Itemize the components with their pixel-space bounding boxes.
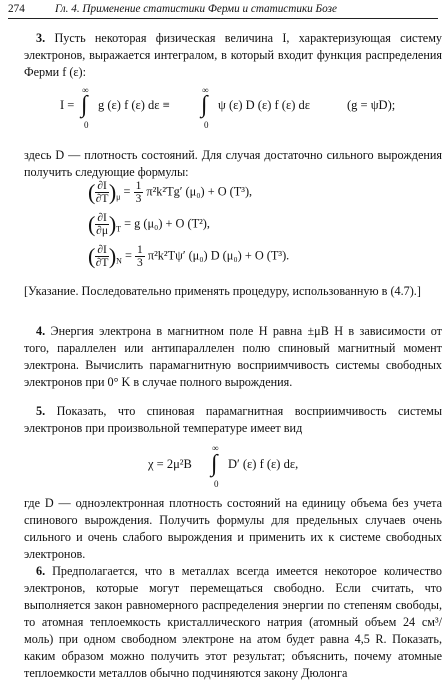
integral-sign-icon: ∫ [201,92,208,118]
f1-eq: = [123,184,131,199]
eq3-note: (g = ψD); [347,98,396,112]
f3-coef-num: 1 [137,244,143,256]
f3-num: ∂I [97,244,107,256]
eq3-int2-lower: 0 [204,120,209,130]
f1-coef-num: 1 [135,180,142,192]
f3-den: ∂T [95,257,109,269]
f2-rhs: = g (μ₀) + O (T²), [124,216,210,231]
eq3-int1-upper: ∞ [82,85,89,95]
eq3-lhs: I = [60,98,75,112]
f2-sub: T [116,224,122,234]
problem-6-text: Предполагается, что в металлах всегда имеется некоторое количество электронов, которые могут перемещаться свободно. Если считать, что выполняется закон равномерного распределения энергии по степеням свободы, то атомная теплоемкость кристаллического натрия (атомный объем 24 см³/моль) при одном свободном электроне на атом будет равна 4,5 R. Показать, каким образом можно получить этот результат; объяснить, почему атомные теплоемкости металлов обычно подчиняются закону Дюлонга [24,564,442,680]
problem-3-equation [60,85,440,132]
problem-3-hint: [Указание. Последовательно применять процедуру, использованную в (4.7).] [24,284,421,298]
f1-coef-den: 3 [135,193,142,205]
formula-2: ( $\frac{\partial I}{\partial\mu}$ )$_T = g$ (μ₀) + O (T²), [88,211,210,237]
problem-3-number: 3. [36,31,46,45]
formula-3: ( $\frac{\partial I}{\partial T}$ )$_N$ = $\frac{1}{3}$ π²k²Tψ′ (μ₀) D (μ₀) + O (T³). [88,243,290,269]
integral-sign-icon: ∫ [211,451,218,477]
integral-sign-icon: ∫ [81,92,88,118]
f3-rhs: π²k²Tψ′ (μ₀) D (μ₀) + O (T³). [147,248,290,263]
eq5-integrand: D′ (ε) f (ε) dε, [228,457,299,471]
problem-3-middle: здесь D — плотность состояний. Для случая достаточно сильного вырождения получить следующие формулы: [24,148,442,179]
eq3-int1-lower: 0 [84,120,89,130]
running-header [8,2,438,19]
f1-num: ∂I [97,180,107,192]
f1-sub: μ [116,192,121,202]
f1-den: ∂T [95,193,109,205]
f3-eq: = [125,248,132,263]
problem-5-after: где D — одноэлектронная плотность состояний на единицу объема без учета спинового вырождения. Получить формулы для предельных случаев очень сильного и очень слабого вырождения и применить их к системе свободных электронов. [24,496,442,561]
formula-1: ( $\frac{\partial I}{\partial T}$ )$_\mu$ = $\frac{1}{3}$ π²k²Tg′ (μ₀) + O (T³), [88,179,253,205]
running-title: Гл. 4. Применение статистики Ферми и статистики Бозе [55,3,337,15]
problem-6 [24,563,442,682]
f2-num: ∂I [97,212,107,224]
f3-sub: N [116,256,122,266]
eq3-int2-upper: ∞ [202,85,209,95]
problem-6-number: 6. [36,564,46,578]
problem-5-equation [148,444,408,490]
problem-5-text: Показать, что спиновая парамагнитная восприимчивость системы электронов при произвольной температуре имеет вид [24,404,443,435]
eq3-integrand1: g (ε) f (ε) dε ≡ [98,98,170,112]
eq5-int-upper: ∞ [212,443,219,453]
problem-5-number: 5. [36,404,46,418]
problem-5 [24,403,442,437]
eq3-integrand2: ψ (ε) D (ε) f (ε) dε [218,98,310,112]
problem-4 [24,323,442,391]
problem-4-text: Энергия электрона в магнитном поле H равна ±μB H в зависимости от того, параллелен или антипараллелен полю спиновый магнитный момент электрона. Вычислить парамагнитную восприимчивость системы свободных электронов при 0° K в случае полного вырождения. [24,324,443,389]
f2-den: ∂μ [96,225,109,237]
problem-3-intro [24,30,442,81]
f1-rhs: π²k²Tg′ (μ₀) + O (T³), [146,184,253,199]
problem-3-intro-text: Пусть некоторая физическая величина I, характеризующая систему электронов, выражается интегралом, в который входит функция распределения Ферми f (ε): [24,31,443,79]
page-number: 274 [8,3,25,15]
eq5-int-lower: 0 [214,479,219,489]
problem-4-number: 4. [36,324,46,338]
f3-coef-den: 3 [137,257,143,269]
eq5-lhs: χ = 2μ²B [148,457,192,471]
